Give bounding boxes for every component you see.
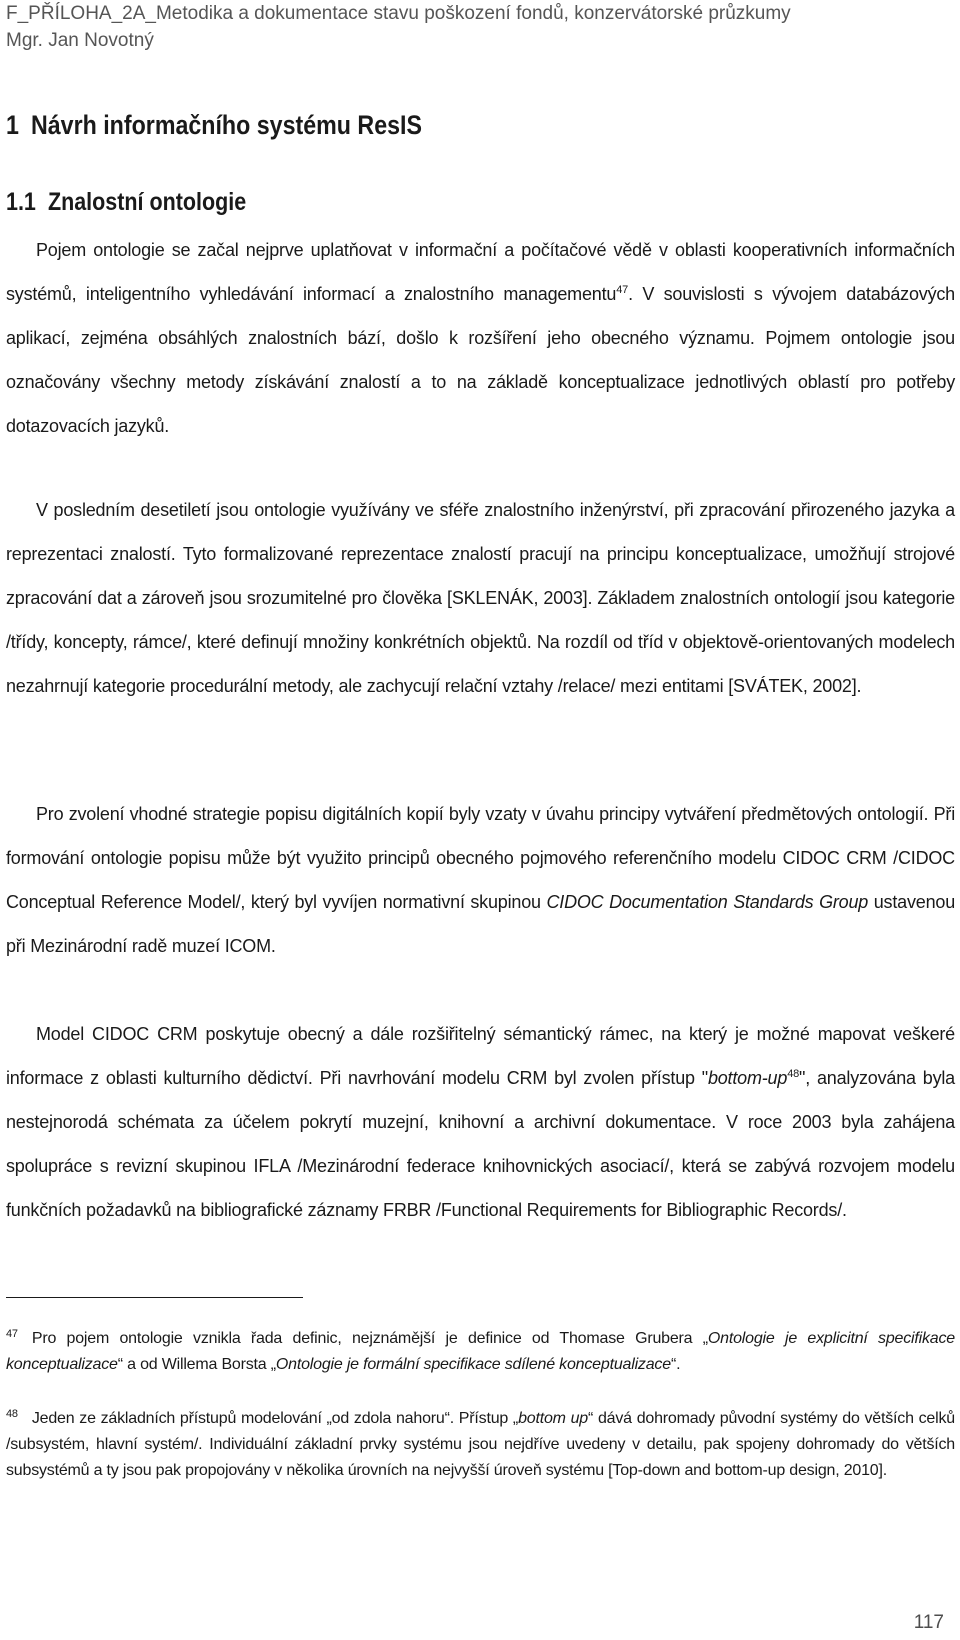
paragraph-2 bbox=[6, 488, 955, 708]
section-title: Znalostní ontologie bbox=[47, 188, 247, 216]
section-heading bbox=[6, 188, 246, 217]
footnote-48-mark: 48 bbox=[6, 1407, 18, 1420]
section-number: 1.1 bbox=[6, 188, 36, 216]
footnote-48-text-a: Jeden ze základních přístupů modelování „od zdola nahoru“. Přístup „ bbox=[31, 1410, 519, 1427]
paragraph-4-text-a: Model CIDOC CRM poskytuje obecný a dále rozšiřitelný sémantický rámec, na který je možné mapovat veškeré informace z oblasti kulturního dědictví. Při navrhování modelu CRM byl zvolen přístup " bbox=[6, 1024, 955, 1088]
footnote-divider bbox=[6, 1297, 303, 1298]
paragraph-1 bbox=[6, 228, 955, 448]
footnote-ref-48[interactable]: 48 bbox=[787, 1068, 800, 1080]
paragraph-4 bbox=[6, 1012, 955, 1232]
header-author: Mgr. Jan Novotný bbox=[6, 30, 154, 51]
footnote-47-text-a: Pro pojem ontologie vznikla řada definic, nejznámější je definice od Thomase Grubera „ bbox=[31, 1330, 708, 1347]
footnote-48-emphasis: bottom up bbox=[518, 1410, 589, 1427]
paragraph-3 bbox=[6, 792, 955, 968]
footnote-47-emphasis-1: Ontologie je explicitní specifikace konceptualizace bbox=[6, 1330, 955, 1373]
footnote-47-text-b: “ a od Willema Borsta „ bbox=[117, 1356, 276, 1373]
footnote-47-mark: 47 bbox=[6, 1327, 18, 1340]
page-number: 117 bbox=[913, 1612, 944, 1633]
paragraph-3-text-a: Pro zvolení vhodné strategie popisu digitálních kopií byly vzaty v úvahu principy vytváření předmětových ontologií. Při formování ontologie popisu může být využito principů obecného pojmového referenčního modelu CIDOC CRM /CIDOC Conceptual Reference Model/, který byl vyvíjen normativní skupinou bbox=[6, 804, 955, 912]
paragraph-3-text-b: ustavenou při Mezinárodní radě muzeí ICOM. bbox=[6, 892, 956, 956]
chapter-heading bbox=[6, 110, 422, 141]
paragraph-1-text-b: . V souvislosti s vývojem databázových aplikací, zejména obsáhlých znalostních bází, došlo k rozšíření jeho obecného významu. Pojmem ontologie jsou označovány všechny metody získávání znalostí a to na základě konceptualizace jednotlivých oblastí pro potřeby dotazovacích jazyků. bbox=[6, 284, 955, 436]
paragraph-1-text-a: Pojem ontologie se začal nejprve uplatňovat v informační a počítačové vědě v oblasti kooperativních informačních systémů, inteligentního vyhledávání informací a znalostního managementu bbox=[6, 240, 955, 304]
footnote-48 bbox=[6, 1406, 955, 1484]
footnote-47-emphasis-2: Ontologie je formální specifikace sdílené konceptualizace bbox=[275, 1356, 671, 1373]
paragraph-3-emphasis: CIDOC Documentation Standards Group bbox=[546, 892, 869, 912]
paragraph-4-emphasis: bottom-up bbox=[707, 1068, 788, 1088]
paragraph-4-text-b: ", analyzována byla nestejnorodá schémata za účelem pokrytí muzejní, knihovní a archivní dokumentace. V roce 2003 byla zahájena spolupráce s revizní skupinou IFLA /Mezinárodní federace knihovnických asociací/, která se zabývá rozvojem modelu funkčních požadavků na bibliografické záznamy FRBR /Functional Requirements for Bibliographic Records/. bbox=[6, 1068, 955, 1220]
chapter-title: Návrh informačního systému ResIS bbox=[30, 110, 422, 140]
paragraph-2-text: V posledním desetiletí jsou ontologie využívány ve sféře znalostního inženýrství, při zpracování přirozeného jazyka a reprezentaci znalostí. Tyto formalizované reprezentace znalostí pracují na principu konceptualizace, umožňují strojové zpracování dat a zároveň jsou srozumitelné pro člověka [SKLENÁK, 2003]. Základem znalostních ontologií jsou kategorie /třídy, koncepty, rámce/, které definují množiny konkrétních objektů. Na rozdíl od tříd v objektově-orientovaných modelech nezahrnují kategorie procedurální metody, ale zachycují relační vztahy /relace/ mezi entitami [SVÁTEK, 2002]. bbox=[6, 500, 955, 696]
footnote-48-text-b: “ dává dohromady původní systémy do větších celků /subsystém, hlavní systém/. Individuální základní prvky systému jsou nejdříve uvedeny v detailu, pak spojeny dohromady do větších subsystémů a ty jsou pak propojovány v několika úrovních na nejvyšší úroveň systému [Top-down and bottom-up design, 2010]. bbox=[6, 1410, 955, 1479]
header-title: F_PŘÍLOHA_2A_Metodika a dokumentace stavu poškození fondů, konzervátorské průzkumy bbox=[6, 3, 791, 24]
running-header bbox=[6, 0, 791, 54]
chapter-number: 1 bbox=[6, 110, 19, 140]
footnote-47-text-c: “. bbox=[670, 1356, 681, 1373]
footnote-47 bbox=[6, 1326, 955, 1378]
footnote-ref-47[interactable]: 47 bbox=[616, 284, 629, 296]
